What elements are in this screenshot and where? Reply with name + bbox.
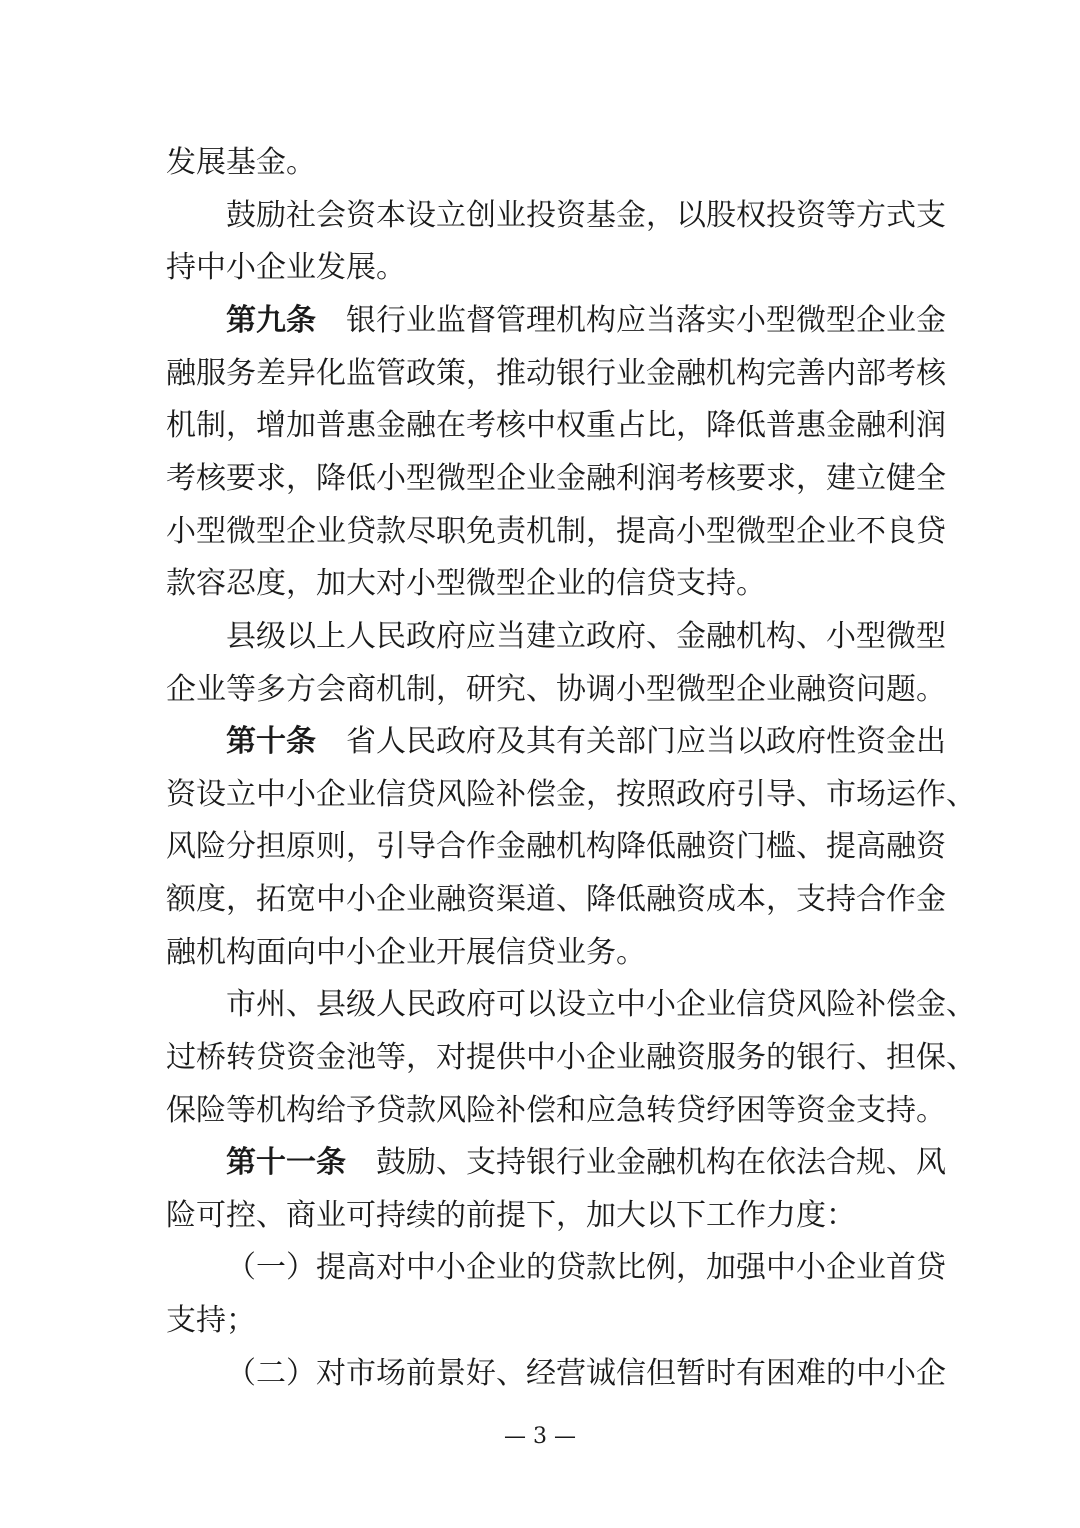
text-line: 额度，拓宽中小企业融资渠道、降低融资成本，支持合作金 (166, 882, 946, 917)
text-line: 持中小企业发展。 (166, 250, 406, 285)
text-line: 企业等多方会商机制，研究、协调小型微型企业融资问题。 (166, 672, 946, 707)
article-11-first-line (226, 1143, 946, 1183)
text-line: 发展基金。 (166, 145, 316, 180)
text-line: 县级以上人民政府应当建立政府、金融机构、小型微型 (226, 619, 946, 654)
article-9-title: 第九条 (226, 303, 316, 338)
article-10-text: 省人民政府及其有关部门应当以政府性资金出 (346, 724, 946, 759)
text-line: （二）对市场前景好、经营诚信但暂时有困难的中小企 (226, 1356, 946, 1391)
text-line: 险可控、商业可持续的前提下，加大以下工作力度： (166, 1198, 856, 1233)
text-line: （一）提高对中小企业的贷款比例，加强中小企业首贷 (226, 1250, 946, 1285)
text-line: 过桥转贷资金池等，对提供中小企业融资服务的银行、担保、 (166, 1040, 976, 1075)
text-line: 风险分担原则，引导合作金融机构降低融资门槛、提高融资 (166, 829, 946, 864)
text-line: 资设立中小企业信贷风险补偿金，按照政府引导、市场运作、 (166, 777, 976, 812)
text-line: 机制，增加普惠金融在考核中权重占比，降低普惠金融利润 (166, 408, 946, 443)
article-10-first-line (226, 722, 946, 762)
page-number: — 3 — (504, 1424, 576, 1449)
article-11-title: 第十一条 (226, 1145, 346, 1180)
text-line: 鼓励社会资本设立创业投资基金，以股权投资等方式支 (226, 198, 946, 233)
text-line: 市州、县级人民政府可以设立中小企业信贷风险补偿金、 (226, 987, 976, 1022)
text-line: 考核要求，降低小型微型企业金融利润考核要求，建立健全 (166, 461, 946, 496)
text-line: 融服务差异化监管政策，推动银行业金融机构完善内部考核 (166, 356, 946, 391)
article-9-first-line (226, 301, 946, 341)
text-line: 融机构面向中小企业开展信贷业务。 (166, 935, 646, 970)
text-line: 支持； (166, 1303, 256, 1338)
article-9-text: 银行业监督管理机构应当落实小型微型企业金 (346, 303, 946, 338)
article-11-text: 鼓励、支持银行业金融机构在依法合规、风 (376, 1145, 946, 1180)
text-line: 小型微型企业贷款尽职免责机制，提高小型微型企业不良贷 (166, 514, 946, 549)
article-10-title: 第十条 (226, 724, 316, 759)
text-line: 款容忍度，加大对小型微型企业的信贷支持。 (166, 566, 766, 601)
text-line: 保险等机构给予贷款风险补偿和应急转贷纾困等资金支持。 (166, 1093, 946, 1128)
